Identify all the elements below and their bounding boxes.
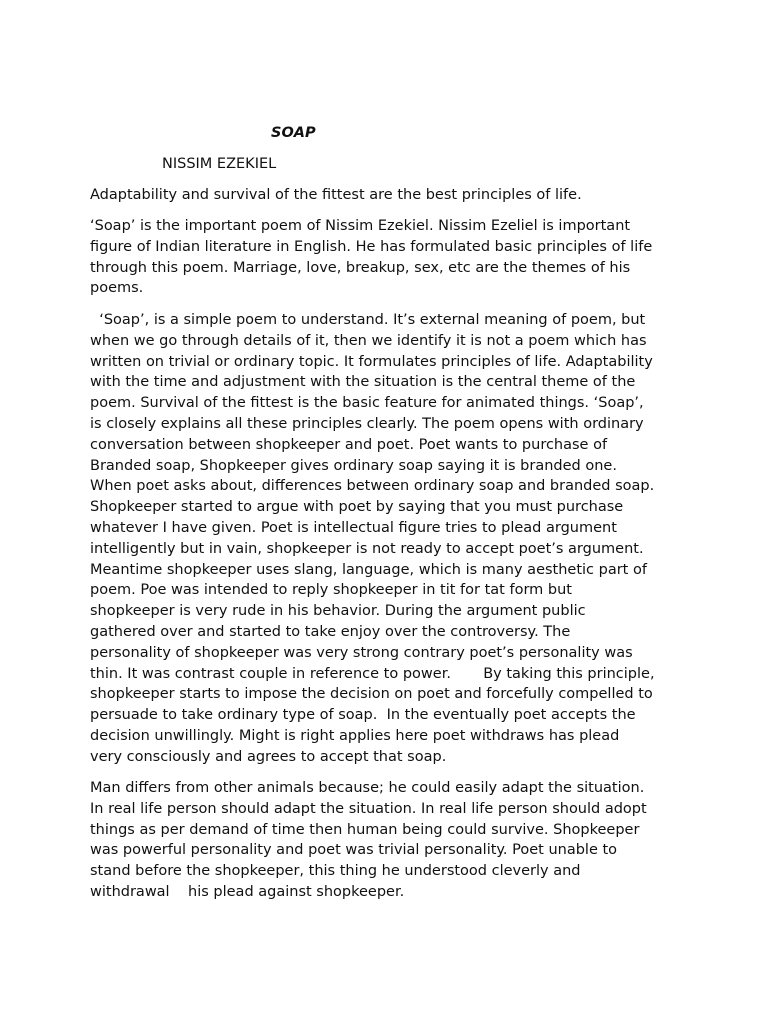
paragraph-line: when we go through details of it, then we identify it is not a poem which has: [90, 332, 647, 349]
paragraph-line: Shopkeeper started to argue with poet by saying that you must purchase: [90, 499, 624, 516]
paragraph-line: written on trivial or ordinary topic. It formulates principles of life. Adaptability: [90, 353, 653, 370]
paragraph-line: was powerful personality and poet was trivial personality. Poet unable to: [90, 842, 618, 859]
paragraph-line: shopkeeper starts to impose the decision on poet and forcefully compelled to: [90, 686, 653, 703]
paragraph-line: When poet asks about, differences between ordinary soap and branded soap.: [90, 478, 655, 495]
paragraph-line: conversation between shopkeeper and poet. Poet wants to purchase of: [90, 436, 608, 453]
paragraph-line: ‘Soap’ is the important poem of Nissim Ezekiel. Nissim Ezeliel is important: [90, 218, 631, 234]
paragraph-line: Meantime shopkeeper uses slang, language, which is many aesthetic part of: [90, 561, 647, 578]
paragraph-line: poem. Poe was intended to reply shopkeeper in tit for tat form but: [90, 582, 572, 599]
paragraph-line: intelligently but in vain, shopkeeper is not ready to accept poet’s argument.: [90, 540, 644, 557]
paragraph-line: things as per demand of time then human being could survive. Shopkeeper: [90, 821, 640, 838]
paragraph-line: poems.: [90, 280, 144, 297]
paragraph-line: personality of shopkeeper was very strong contrary poet’s personality was: [90, 644, 633, 661]
paragraph-line: decision unwillingly. Might is right applies here poet withdraws has plead: [90, 727, 620, 744]
paragraph-line: thin. It was contrast couple in reference to power. By taking this principle,: [90, 665, 655, 682]
paragraph-conclusion: [90, 778, 647, 903]
paragraph-line: is closely explains all these principles clearly. The poem opens with ordinary: [90, 415, 644, 432]
paragraph-line: withdrawal his plead against shopkeeper.: [90, 883, 405, 900]
paragraph-line: very consciously and agrees to accept that soap.: [90, 748, 447, 765]
paragraph-intro: [90, 185, 582, 206]
paragraph-line: shopkeeper is very rude in his behavior. During the argument public: [90, 603, 586, 620]
paragraph-line: with the time and adjustment with the situation is the central theme of the: [90, 374, 636, 391]
author-name: NISSIM EZEKIEL: [162, 156, 277, 172]
paragraph-line: persuade to take ordinary type of soap. In the eventually poet accepts the: [90, 707, 636, 724]
paragraph-overview: [90, 216, 652, 299]
paragraph-line: through this poem. Marriage, love, breakup, sex, etc are the themes of his: [90, 259, 631, 276]
document-title: SOAP: [271, 125, 316, 141]
paragraph-line: figure of Indian literature in English. He has formulated basic principles of life: [90, 238, 653, 255]
paragraph-line: Adaptability and survival of the fittest are the best principles of life.: [90, 187, 582, 203]
paragraph-analysis: [90, 310, 655, 768]
paragraph-line: In real life person should adapt the situation. In real life person should adopt: [90, 800, 647, 817]
paragraph-line: ‘Soap’, is a simple poem to understand. It’s external meaning of poem, but: [90, 312, 646, 328]
paragraph-line: gathered over and started to take enjoy over the controversy. The: [90, 623, 571, 640]
paragraph-line: stand before the shopkeeper, this thing he understood cleverly and: [90, 863, 581, 880]
paragraph-line: poem. Survival of the fittest is the basic feature for animated things. ‘Soap’,: [90, 395, 644, 412]
paragraph-line: whatever I have given. Poet is intellectual figure tries to plead argument: [90, 519, 617, 536]
paragraph-line: Man differs from other animals because; he could easily adapt the situation.: [90, 780, 645, 796]
paragraph-line: Branded soap, Shopkeeper gives ordinary soap saying it is branded one.: [90, 457, 617, 474]
